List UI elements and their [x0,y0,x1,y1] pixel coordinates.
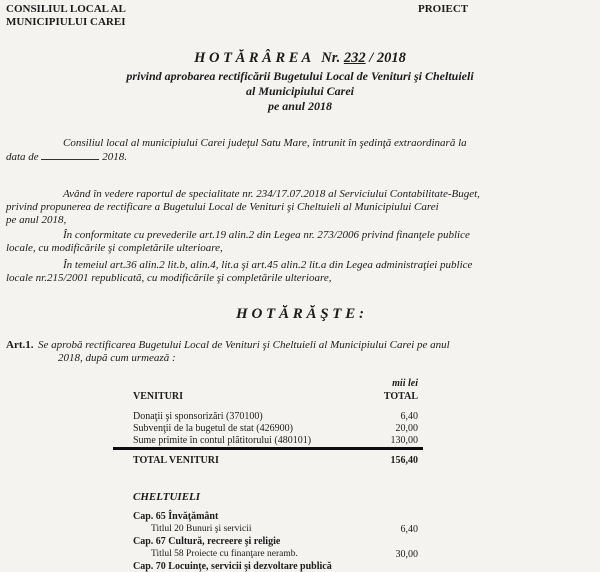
total-revenues-label: TOTAL VENITURI [133,455,219,466]
paragraph2-line2: locale, cu modificările şi completările ulterioare, [6,242,223,254]
total-column-header: TOTAL [383,391,418,402]
decision-number: 232 [343,50,366,66]
org-name-line2: MUNICIPIULUI CAREI [6,16,126,28]
paragraph1-line3: pe anul 2018, [6,214,67,226]
paragraph2-line1: În conformitate cu prevederile art.19 alin.2 din Legea nr. 273/2006 privind finanţele publice [63,229,470,241]
revenue-row-value: 6,40 [400,411,418,422]
expenses-heading: CHELTUIELI [133,491,201,503]
article1-label: Art.1. [6,339,34,351]
date-blank-line [41,150,99,160]
revenues-heading: VENITURI [133,391,184,402]
article1-line1: Se aprobă rectificarea Bugetului Local de Venituri şi Cheltuieli al Municipiului Carei pe anul [38,339,450,351]
revenue-row-value: 130,00 [390,435,418,446]
revenue-row-value: 20,00 [395,423,418,434]
expense-chapter: Cap. 65 Învăţământ [133,511,219,522]
paragraph1-line2: privind propunerea de rectificare a Bugetului Local de Venituri şi Cheltuieli al Municipiului Carei [6,201,439,213]
unit-label: mii lei [392,378,418,389]
total-divider-line [113,447,423,450]
expense-chapter-cut: Cap. 70 Locuinţe, servicii şi dezvoltare publică [133,561,332,572]
intro-line1: Consiliul local al municipiului Carei judeţul Satu Mare, întrunit în şedinţă extraordinară la [63,137,467,149]
revenue-row-label: Sume primite în contul plătitorului (480101) [133,435,312,446]
revenue-row-label: Subvenţii de la bugetul de stat (426900) [133,423,293,434]
decision-subject-line1: privind aprobarea rectificării Bugetului Local de Venituri şi Cheltuieli [126,69,474,83]
expense-title: Titlul 58 Proiecte cu finanţare neramb. [151,549,298,559]
expense-title: Titlul 20 Bunuri şi servicii [151,524,252,534]
expense-chapter: Cap. 67 Cultură, recreere şi religie [133,536,281,547]
intro-date-year: 2018. [102,151,127,163]
decision-title [0,50,600,67]
org-name-line1: CONSILIUL LOCAL AL [6,3,126,15]
decision-subject-line2: al Municipiului Carei [245,84,355,98]
decision-year: / 2018 [369,50,406,66]
expense-value: 6,40 [400,524,418,535]
paragraph3-line1: În temeiul art.36 alin.2 lit.b, alin.4, lit.a şi art.45 alin.2 lit.a din Legea administraţiei publice [63,259,473,271]
intro-date-label: data de [6,151,39,163]
project-stamp: PROIECT [418,3,469,15]
article1-line2: 2018, după cum urmează : [58,352,176,364]
intro-line2 [6,150,127,163]
decision-title-prefix: H O T Ă R Â R E A Nr. [194,50,341,66]
paragraph1-line1: Având în vedere raportul de specialitate nr. 234/17.07.2018 al Serviciului Contabilitate-Buget, [63,188,480,200]
revenue-row-label: Donaţii şi sponsorizări (370100) [133,411,263,422]
decides-heading: H O T Ă R Ă Ş T E : [236,306,364,322]
paragraph3-line2: locale nr.215/2001 republicată, cu modificările şi completările ulterioare, [6,272,332,284]
expense-value: 30,00 [395,549,418,560]
total-revenues-value: 156,40 [390,455,418,466]
decision-subject-line3: pe anul 2018 [267,99,332,113]
